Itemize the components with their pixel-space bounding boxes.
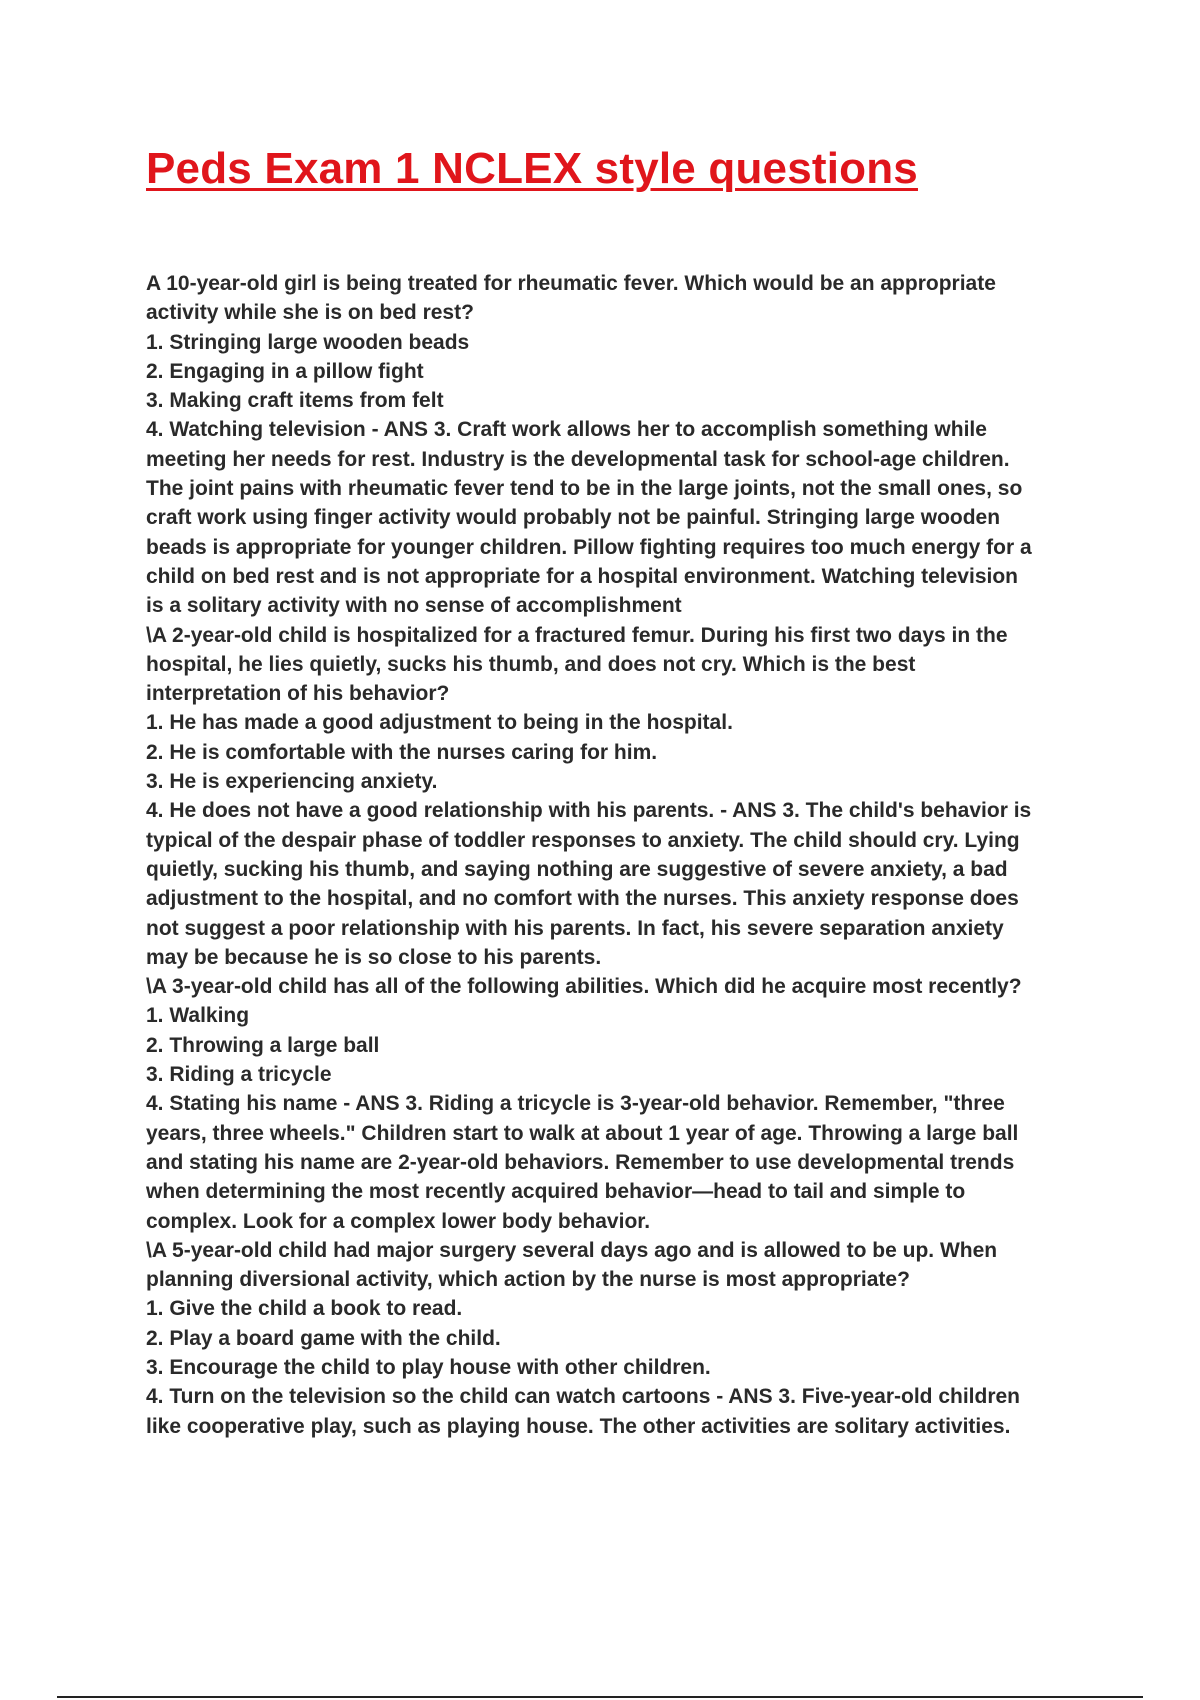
text-line: 2. Engaging in a pillow fight: [146, 359, 424, 383]
text-line: 3. Riding a tricycle: [146, 1063, 332, 1087]
text-line: is a solitary activity with no sense of accomplishment: [146, 594, 682, 618]
text-line: 4. Watching television - ANS 3. Craft work allows her to accomplish something while: [146, 418, 987, 442]
text-line: not suggest a poor relationship with his parents. In fact, his severe separation anxiety: [146, 916, 1004, 940]
text-line: 4. Turn on the television so the child can watch cartoons - ANS 3. Five-year-old children: [146, 1385, 1021, 1409]
text-line: activity while she is on bed rest?: [146, 301, 474, 325]
text-line: planning diversional activity, which action by the nurse is most appropriate?: [146, 1268, 910, 1292]
text-line: typical of the despair phase of toddler responses to anxiety. The child should cry. Lying: [146, 828, 1020, 852]
page-title: Peds Exam 1 NCLEX style questions: [146, 144, 918, 193]
text-line: when determining the most recently acquired behavior—head to tail and simple to: [146, 1180, 966, 1204]
text-line: 3. Encourage the child to play house with other children.: [146, 1355, 711, 1379]
text-line: quietly, sucking his thumb, and saying nothing are suggestive of severe anxiety, a bad: [146, 857, 1008, 881]
text-line: 2. Throwing a large ball: [146, 1033, 380, 1057]
text-line: may be because he is so close to his parents.: [146, 945, 602, 969]
text-line: years, three wheels." Children start to walk at about 1 year of age. Throwing a large ball: [146, 1121, 1019, 1145]
text-line: 4. Stating his name - ANS 3. Riding a tricycle is 3-year-old behavior. Remember, "three: [146, 1092, 1005, 1116]
text-line: 1. Stringing large wooden beads: [146, 330, 470, 354]
text-line: beads is appropriate for younger children. Pillow fighting requires too much energy for a: [146, 535, 1032, 559]
text-line: 1. He has made a good adjustment to being in the hospital.: [146, 711, 733, 735]
page-bottom-divider: [57, 1696, 1143, 1698]
text-line: 2. He is comfortable with the nurses caring for him.: [146, 740, 658, 764]
text-line: 3. He is experiencing anxiety.: [146, 770, 438, 794]
text-line: The joint pains with rheumatic fever tend to be in the large joints, not the small ones, so: [146, 477, 1023, 501]
text-line: 4. He does not have a good relationship with his parents. - ANS 3. The child's behavior is: [146, 799, 1032, 823]
text-line: like cooperative play, such as playing house. The other activities are solitary activities.: [146, 1414, 1011, 1438]
text-line: and stating his name are 2-year-old behaviors. Remember to use developmental trends: [146, 1150, 1015, 1174]
text-line: hospital, he lies quietly, sucks his thumb, and does not cry. Which is the best: [146, 652, 916, 676]
text-line: 1. Give the child a book to read.: [146, 1297, 463, 1321]
text-line: 2. Play a board game with the child.: [146, 1326, 501, 1350]
text-line: complex. Look for a complex lower body behavior.: [146, 1209, 651, 1233]
text-line: adjustment to the hospital, and no comfort with the nurses. This anxiety response does: [146, 887, 1019, 911]
text-line: interpretation of his behavior?: [146, 682, 450, 706]
text-line: meeting her needs for rest. Industry is the developmental task for school-age children.: [146, 447, 1010, 471]
text-line: 3. Making craft items from felt: [146, 389, 444, 413]
question-text-body: [146, 269, 1096, 1441]
text-line: 1. Walking: [146, 1004, 250, 1028]
text-line: craft work using finger activity would probably not be painful. Stringing large wooden: [146, 506, 1001, 530]
text-line: A 10-year-old girl is being treated for rheumatic fever. Which would be an appropriate: [146, 272, 996, 295]
text-line: \A 5-year-old child had major surgery several days ago and is allowed to be up. When: [146, 1238, 998, 1262]
text-line: \A 2-year-old child is hospitalized for a fractured femur. During his first two days in the: [146, 623, 1008, 647]
text-line: \A 3-year-old child has all of the following abilities. Which did he acquire most recently?: [146, 975, 1022, 999]
text-line: child on bed rest and is not appropriate for a hospital environment. Watching television: [146, 564, 1018, 588]
